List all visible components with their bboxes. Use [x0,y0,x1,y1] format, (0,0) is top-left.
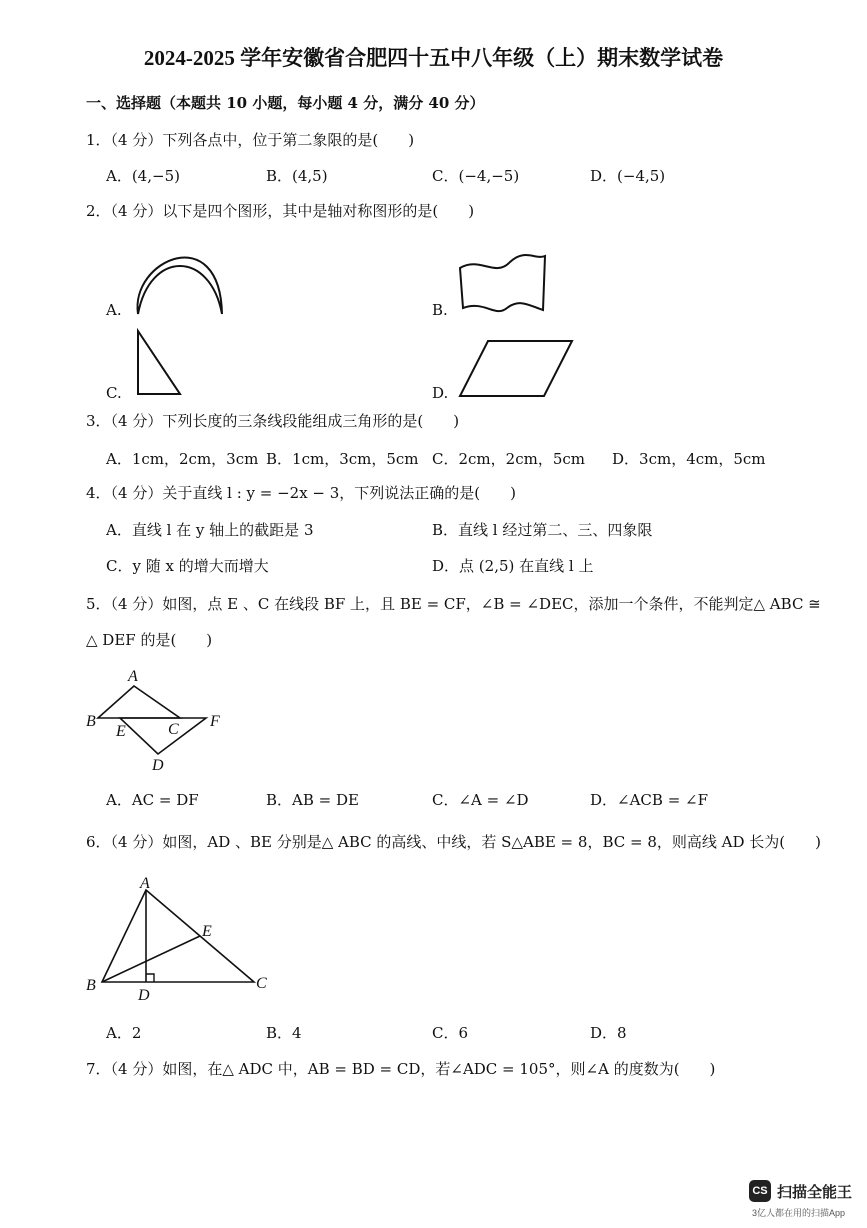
parallelogram-figure [458,338,576,400]
question-2-option-c: C. [106,384,122,402]
question-2-option-d: D. [432,384,449,402]
question-5-stem-line1: 5．（4 分）如图，点 E 、C 在线段 BF 上，且 BE = CF，∠B = ∠DEC，添加一个条件，不能判定△ ABC ≅ [86,595,821,613]
q5-label-b: B [86,713,96,730]
question-4-stem: 4．（4 分）关于直线 l : y = −2x − 3，下列说法正确的是( ) [86,484,517,502]
question-1-option-b: B．(4,5) [266,167,328,185]
question-5-option-b: B．AB = DE [266,791,359,809]
question-6-option-b: B．4 [266,1024,302,1042]
question-3-option-b: B．1cm，3cm，5cm [266,450,419,468]
question-2-option-b: B. [432,301,448,319]
q5-label-a: A [128,668,138,685]
question-5-figure [86,668,226,778]
question-3-option-d: D．3cm，4cm，5cm [612,450,766,468]
question-5-option-d: D．∠ACB = ∠F [590,791,709,809]
watermark-name: 扫描全能王 [777,1183,853,1201]
page-title: 2024-2025 学年安徽省合肥四十五中八年级（上）期末数学试卷 [143,46,724,70]
question-6-option-a: A．2 [106,1024,142,1042]
q6-label-b: B [86,977,96,994]
right-triangle-figure [132,328,187,398]
wavy-rectangle-figure [455,248,550,318]
question-4-option-b: B．直线 l 经过第二、三、四象限 [432,521,653,539]
question-1-stem: 1．（4 分）下列各点中，位于第二象限的是( ) [86,131,415,149]
question-3-option-a: A．1cm，2cm，3cm [106,450,259,468]
question-2-stem: 2．（4 分）以下是四个图形，其中是轴对称图形的是( ) [86,202,475,220]
question-3-stem: 3．（4 分）下列长度的三条线段能组成三角形的是( ) [86,412,460,430]
question-5-option-a: A．AC = DF [106,791,199,809]
scanner-watermark [749,1180,852,1202]
q6-label-a: A [140,875,150,892]
watermark-subtitle: 3亿人都在用的扫描App [752,1208,846,1218]
q5-label-c: C [168,721,179,738]
question-1-option-a: A．(4,−5) [106,167,180,185]
question-6-option-d: D．8 [590,1024,627,1042]
q6-label-c: C [256,975,267,992]
question-1-option-d: D．(−4,5) [590,167,666,185]
q6-label-d: D [138,987,150,1004]
question-6-stem: 6．（4 分）如图，AD 、BE 分别是△ ABC 的高线、中线，若 S△ABE = 8，BC = 8，则高线 AD 长为( ) [86,833,821,851]
question-7-stem: 7．（4 分）如图，在△ ADC 中，AB = BD = CD，若∠ADC = 105°，则∠A 的度数为( ) [86,1060,716,1078]
q5-label-f: F [210,713,220,730]
question-4-option-c: C．y 随 x 的增大而增大 [106,557,269,575]
question-6-option-c: C．6 [432,1024,469,1042]
q5-label-e: E [116,723,126,740]
question-3-option-c: C．2cm，2cm，5cm [432,450,585,468]
question-2-option-a: A. [106,301,122,319]
question-1-option-c: C．(−4,−5) [432,167,520,185]
q5-label-d: D [152,757,164,774]
question-5-option-c: C．∠A = ∠D [432,791,529,809]
question-6-figure [84,874,274,1004]
camscanner-logo-icon: CS [749,1180,771,1202]
question-4-option-d: D．点 (2,5) 在直线 l 上 [432,557,594,575]
q6-label-e: E [202,923,212,940]
section-heading: 一、选择题（本题共 10 小题，每小题 4 分，满分 40 分） [86,94,485,112]
question-4-option-a: A．直线 l 在 y 轴上的截距是 3 [106,521,314,539]
crescent-figure [130,240,230,320]
question-5-stem-line2: △ DEF 的是( ) [86,631,213,649]
